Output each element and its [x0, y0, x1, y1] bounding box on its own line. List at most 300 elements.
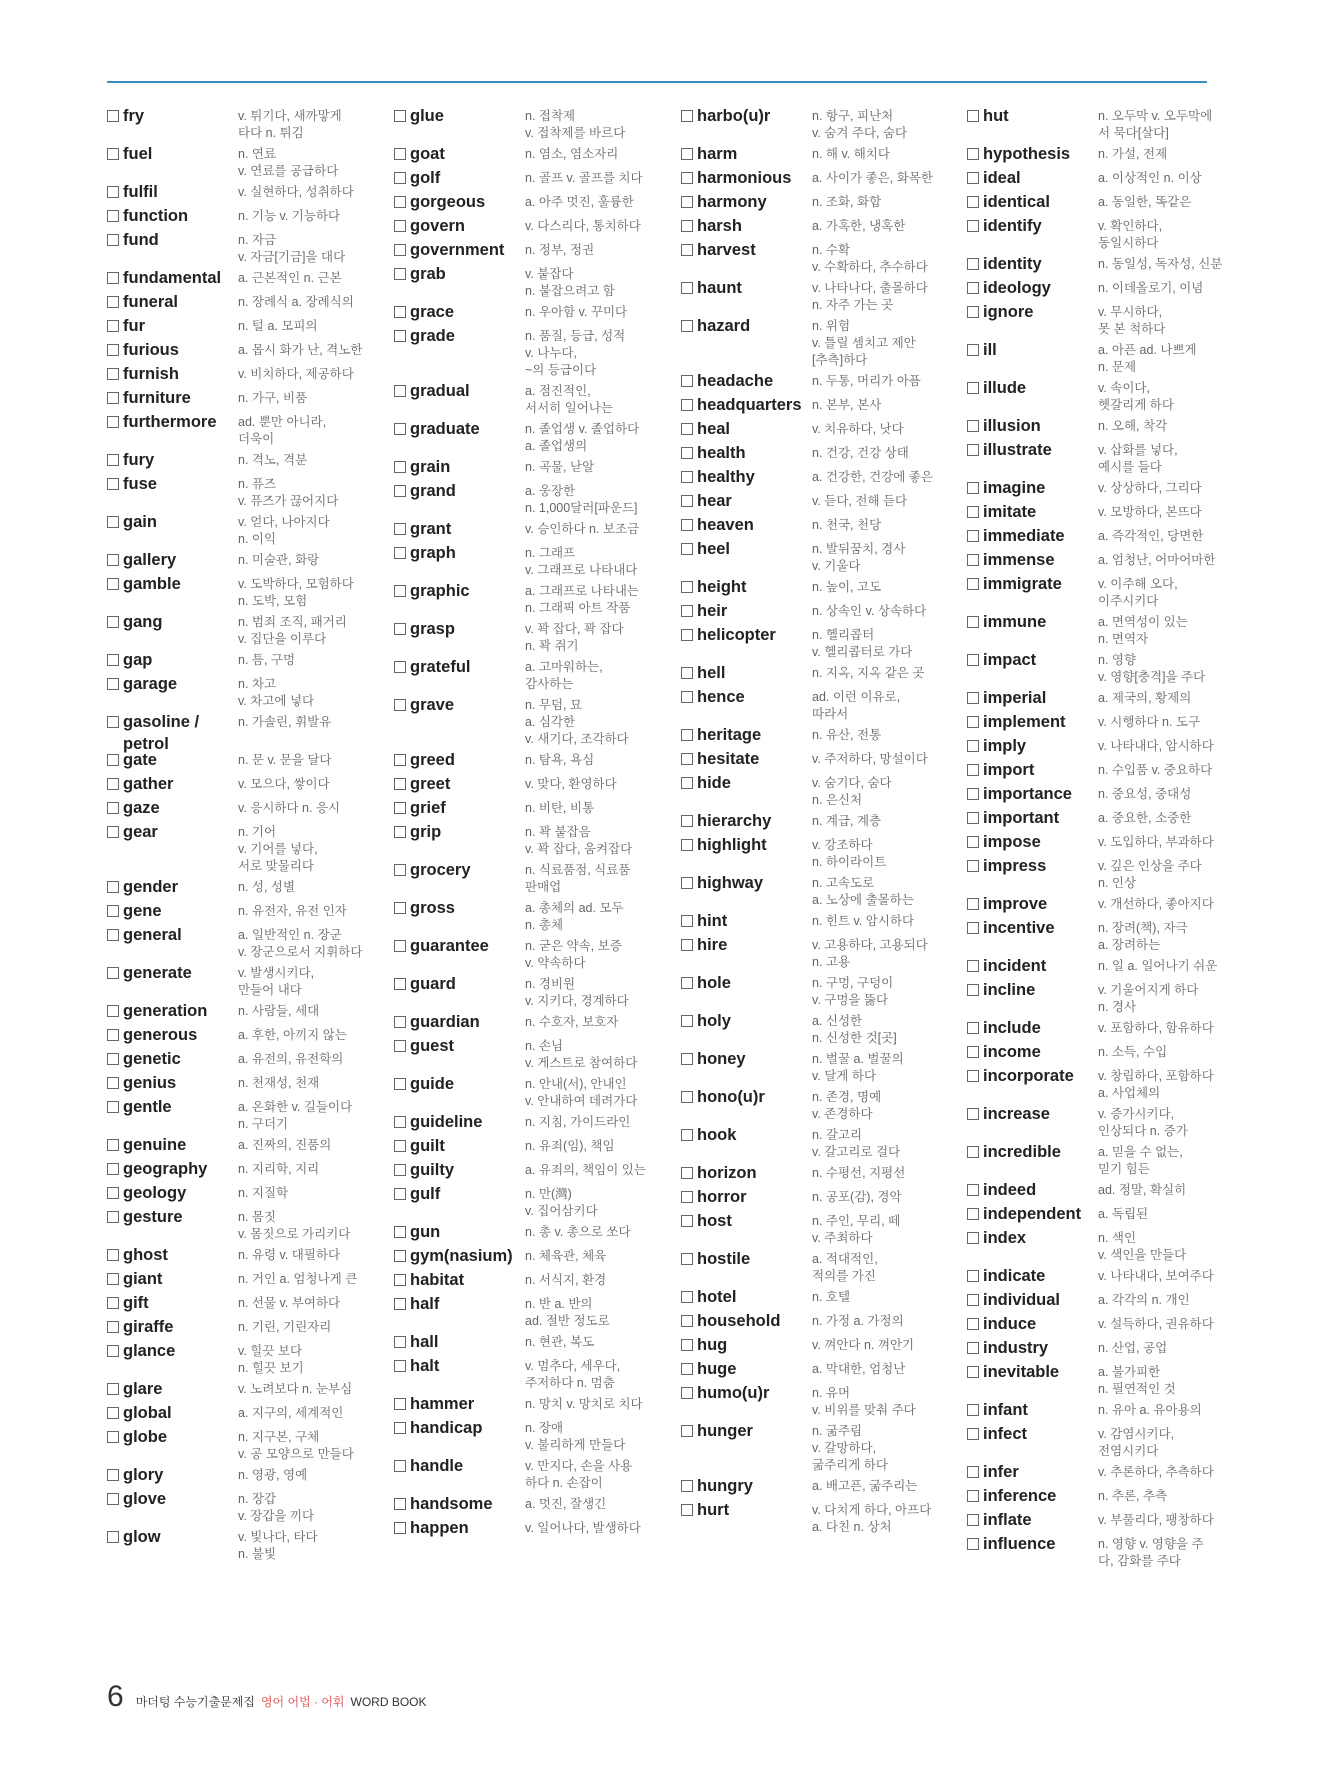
word-text: hammer: [410, 1395, 475, 1413]
checkbox-icon[interactable]: [967, 812, 979, 824]
checkbox-icon[interactable]: [107, 1273, 119, 1285]
checkbox-icon[interactable]: [967, 258, 979, 270]
meaning-line: a. 아픈 ad. 나쁘게: [1098, 343, 1197, 357]
word-entry: [394, 215, 674, 239]
word-meaning: [525, 418, 674, 455]
checkbox-icon[interactable]: [394, 385, 406, 397]
word-text: hell: [697, 664, 726, 682]
word-term: [967, 477, 1098, 499]
word-meaning: [812, 394, 961, 414]
meaning-line: n. 범죄 조직, 패거리: [238, 615, 347, 629]
checkbox-icon[interactable]: [681, 1504, 693, 1516]
word-entry: [967, 711, 1247, 735]
checkbox-icon[interactable]: [681, 1339, 693, 1351]
checkbox-icon[interactable]: [967, 616, 979, 628]
checkbox-icon[interactable]: [967, 716, 979, 728]
checkbox-icon[interactable]: [681, 839, 693, 851]
checkbox-icon[interactable]: [967, 1108, 979, 1120]
checkbox-icon[interactable]: [394, 802, 406, 814]
meaning-line: a. 사이가 좋은, 화목한: [812, 171, 933, 185]
meaning-line: n. 지침, 가이드라인: [525, 1115, 631, 1129]
checkbox-icon[interactable]: [107, 296, 119, 308]
checkbox-icon[interactable]: [107, 1029, 119, 1041]
checkbox-icon[interactable]: [107, 1383, 119, 1395]
word-meaning: [1098, 439, 1247, 476]
word-entry: [967, 1103, 1247, 1141]
checkbox-icon[interactable]: [681, 282, 693, 294]
checkbox-icon[interactable]: [107, 905, 119, 917]
checkbox-icon[interactable]: [967, 788, 979, 800]
checkbox-icon[interactable]: [967, 960, 979, 972]
meaning-line: n. 문제: [1098, 360, 1137, 374]
checkbox-icon[interactable]: [107, 1321, 119, 1333]
meaning-line: v. 갈망하다,: [812, 1441, 877, 1455]
checkbox-icon[interactable]: [967, 306, 979, 318]
word-text: heal: [697, 420, 731, 438]
meaning-line: n. 중요성, 중대성: [1098, 787, 1192, 801]
checkbox-icon[interactable]: [107, 826, 119, 838]
checkbox-icon[interactable]: [394, 547, 406, 559]
checkbox-icon[interactable]: [681, 399, 693, 411]
word-meaning: [812, 277, 961, 314]
checkbox-icon[interactable]: [394, 1040, 406, 1052]
checkbox-icon[interactable]: [107, 1187, 119, 1199]
checkbox-icon[interactable]: [394, 1188, 406, 1200]
checkbox-icon[interactable]: [394, 902, 406, 914]
checkbox-icon[interactable]: [107, 802, 119, 814]
meaning-line: v. 일어나다, 발생하다: [525, 1521, 641, 1535]
word-meaning: [525, 1293, 674, 1330]
checkbox-icon[interactable]: [967, 654, 979, 666]
meaning-line: v. 그래프로 나타내다: [525, 563, 638, 577]
checkbox-icon[interactable]: [394, 1498, 406, 1510]
checkbox-icon[interactable]: [681, 815, 693, 827]
meaning-line: n. 비탄, 비통: [525, 801, 595, 815]
word-meaning: [238, 1096, 387, 1133]
word-meaning: [525, 859, 674, 896]
checkbox-icon[interactable]: [681, 691, 693, 703]
word-entry: [967, 955, 1247, 979]
word-text: ideology: [983, 279, 1051, 297]
checkbox-icon[interactable]: [967, 984, 979, 996]
checkbox-icon[interactable]: [394, 623, 406, 635]
checkbox-icon[interactable]: [681, 1215, 693, 1227]
meaning-line: a. 그래프로 나타내는: [525, 584, 639, 598]
checkbox-icon[interactable]: [681, 581, 693, 593]
checkbox-icon[interactable]: [967, 692, 979, 704]
checkbox-icon[interactable]: [394, 754, 406, 766]
meaning-line: n. 곡물, 낟알: [525, 460, 595, 474]
meaning-line: 굶주리게 하다: [812, 1458, 888, 1472]
meaning-line: a. 온화한 v. 길들이다: [238, 1100, 353, 1114]
checkbox-icon[interactable]: [967, 282, 979, 294]
checkbox-icon[interactable]: [107, 578, 119, 590]
checkbox-icon[interactable]: [107, 344, 119, 356]
checkbox-icon[interactable]: [394, 1116, 406, 1128]
word-term: [967, 1103, 1098, 1125]
word-entry: [967, 415, 1247, 439]
checkbox-icon[interactable]: [967, 1366, 979, 1378]
meaning-line: v. 구멍을 뚫다: [812, 993, 889, 1007]
checkbox-icon[interactable]: [681, 1167, 693, 1179]
meaning-line: v. 부풀리다, 팽창하다: [1098, 1513, 1214, 1527]
checkbox-icon[interactable]: [681, 423, 693, 435]
checkbox-icon[interactable]: [967, 344, 979, 356]
checkbox-icon[interactable]: [107, 716, 119, 728]
checkbox-icon[interactable]: [967, 420, 979, 432]
word-text: hostile: [697, 1250, 751, 1268]
checkbox-icon[interactable]: [394, 1164, 406, 1176]
word-text: grief: [410, 799, 446, 817]
word-meaning: [812, 1382, 961, 1419]
checkbox-icon[interactable]: [967, 382, 979, 394]
checkbox-icon[interactable]: [394, 268, 406, 280]
checkbox-icon[interactable]: [394, 940, 406, 952]
checkbox-icon[interactable]: [107, 929, 119, 941]
word-meaning: [238, 1378, 387, 1398]
word-meaning: [525, 191, 674, 211]
checkbox-icon[interactable]: [967, 922, 979, 934]
word-term: [107, 1158, 238, 1180]
word-term: [394, 1455, 525, 1477]
checkbox-icon[interactable]: [394, 864, 406, 876]
word-text: genuine: [123, 1136, 187, 1154]
word-meaning: [1098, 1203, 1247, 1223]
checkbox-icon[interactable]: [681, 1425, 693, 1437]
checkbox-icon[interactable]: [394, 172, 406, 184]
word-meaning: [238, 711, 387, 731]
checkbox-icon[interactable]: [394, 778, 406, 790]
checkbox-icon[interactable]: [967, 1318, 979, 1330]
checkbox-icon[interactable]: [394, 196, 406, 208]
checkbox-icon[interactable]: [967, 1294, 979, 1306]
meaning-line: v. 붙잡다: [525, 267, 574, 281]
word-entry: [681, 143, 961, 167]
word-entry: [967, 1361, 1247, 1399]
checkbox-icon[interactable]: [681, 110, 693, 122]
checkbox-icon[interactable]: [107, 454, 119, 466]
checkbox-icon[interactable]: [681, 1291, 693, 1303]
checkbox-icon[interactable]: [394, 485, 406, 497]
word-term: [967, 377, 1098, 399]
word-entry: [394, 859, 674, 897]
checkbox-icon[interactable]: [967, 110, 979, 122]
word-term: [681, 315, 812, 337]
checkbox-icon[interactable]: [681, 605, 693, 617]
word-entry: [967, 215, 1247, 253]
checkbox-icon[interactable]: [107, 1163, 119, 1175]
meaning-line: v. 기울어지게 하다: [1098, 983, 1199, 997]
word-term: [394, 1293, 525, 1315]
checkbox-icon[interactable]: [394, 1140, 406, 1152]
word-entry: [394, 105, 674, 143]
word-meaning: [238, 1048, 387, 1068]
meaning-line: a. 유전의, 유전학의: [238, 1052, 344, 1066]
checkbox-icon[interactable]: [394, 523, 406, 535]
checkbox-icon[interactable]: [967, 1514, 979, 1526]
checkbox-icon[interactable]: [107, 392, 119, 404]
word-term: [394, 1517, 525, 1539]
checkbox-icon[interactable]: [394, 585, 406, 597]
checkbox-icon[interactable]: [967, 1490, 979, 1502]
checkbox-icon[interactable]: [107, 678, 119, 690]
checkbox-icon[interactable]: [681, 519, 693, 531]
meaning-line: v. 고용하다, 고용되다: [812, 938, 928, 952]
checkbox-icon[interactable]: [681, 495, 693, 507]
checkbox-icon[interactable]: [681, 1053, 693, 1065]
checkbox-icon[interactable]: [107, 616, 119, 628]
checkbox-icon[interactable]: [681, 1015, 693, 1027]
checkbox-icon[interactable]: [394, 1016, 406, 1028]
checkbox-icon[interactable]: [967, 444, 979, 456]
checkbox-icon[interactable]: [681, 877, 693, 889]
checkbox-icon[interactable]: [967, 1342, 979, 1354]
checkbox-icon[interactable]: [681, 1091, 693, 1103]
checkbox-icon[interactable]: [107, 1077, 119, 1089]
checkbox-icon[interactable]: [681, 447, 693, 459]
checkbox-icon[interactable]: [107, 1431, 119, 1443]
checkbox-icon[interactable]: [967, 196, 979, 208]
checkbox-icon[interactable]: [967, 530, 979, 542]
checkbox-icon[interactable]: [967, 764, 979, 776]
word-meaning: [1098, 1361, 1247, 1398]
checkbox-icon[interactable]: [107, 778, 119, 790]
checkbox-icon[interactable]: [967, 1270, 979, 1282]
checkbox-icon[interactable]: [967, 220, 979, 232]
checkbox-icon[interactable]: [681, 667, 693, 679]
checkbox-icon[interactable]: [967, 836, 979, 848]
checkbox-icon[interactable]: [107, 1345, 119, 1357]
meaning-line: a. 졸업생의: [525, 439, 588, 453]
checkbox-icon[interactable]: [681, 939, 693, 951]
checkbox-icon[interactable]: [394, 1250, 406, 1262]
checkbox-icon[interactable]: [394, 423, 406, 435]
checkbox-icon[interactable]: [967, 898, 979, 910]
meaning-line: n. 가정 a. 가정의: [812, 1314, 904, 1328]
word-meaning: [238, 339, 387, 359]
word-meaning: [238, 105, 387, 142]
checkbox-icon[interactable]: [681, 1363, 693, 1375]
word-meaning: [812, 934, 961, 971]
word-text: gang: [123, 613, 163, 631]
meaning-line: a. 신성한: [812, 1014, 863, 1028]
meaning-line: 만들어 내다: [238, 983, 302, 997]
word-entry: [394, 1183, 674, 1221]
meaning-line: ad. 정말, 확실히: [1098, 1183, 1187, 1197]
checkbox-icon[interactable]: [394, 699, 406, 711]
checkbox-icon[interactable]: [394, 1522, 406, 1534]
checkbox-icon[interactable]: [681, 220, 693, 232]
checkbox-icon[interactable]: [394, 1360, 406, 1372]
checkbox-icon[interactable]: [967, 1538, 979, 1550]
word-term: [967, 301, 1098, 323]
checkbox-icon[interactable]: [967, 1022, 979, 1034]
checkbox-icon[interactable]: [681, 753, 693, 765]
checkbox-icon[interactable]: [967, 172, 979, 184]
checkbox-icon[interactable]: [394, 1460, 406, 1472]
checkbox-icon[interactable]: [107, 368, 119, 380]
meaning-line: v. 얻다, 나아지다: [238, 515, 330, 529]
word-entry: [107, 1024, 387, 1048]
meaning-line: n. 힐끗 보기: [238, 1361, 304, 1375]
word-text: inevitable: [983, 1363, 1060, 1381]
word-entry: [394, 1035, 674, 1073]
checkbox-icon[interactable]: [394, 1298, 406, 1310]
checkbox-icon[interactable]: [681, 777, 693, 789]
checkbox-icon[interactable]: [394, 978, 406, 990]
checkbox-icon[interactable]: [681, 1387, 693, 1399]
checkbox-icon[interactable]: [394, 244, 406, 256]
checkbox-icon[interactable]: [681, 543, 693, 555]
word-meaning: [238, 267, 387, 287]
meaning-line: n. 연료: [238, 147, 277, 161]
checkbox-icon[interactable]: [394, 148, 406, 160]
checkbox-icon[interactable]: [107, 1101, 119, 1113]
checkbox-icon[interactable]: [394, 220, 406, 232]
checkbox-icon[interactable]: [681, 1253, 693, 1265]
checkbox-icon[interactable]: [681, 1315, 693, 1327]
word-term: [107, 1464, 238, 1486]
word-term: [967, 191, 1098, 213]
word-entry: [394, 1073, 674, 1111]
checkbox-icon[interactable]: [394, 1422, 406, 1434]
checkbox-icon[interactable]: [107, 416, 119, 428]
checkbox-icon[interactable]: [107, 1005, 119, 1017]
checkbox-icon[interactable]: [967, 1428, 979, 1440]
word-term: [681, 1086, 812, 1108]
meaning-line: n. 구더기: [238, 1117, 289, 1131]
checkbox-icon[interactable]: [681, 148, 693, 160]
checkbox-icon[interactable]: [107, 186, 119, 198]
checkbox-icon[interactable]: [967, 1404, 979, 1416]
checkbox-icon[interactable]: [107, 1139, 119, 1151]
checkbox-icon[interactable]: [681, 471, 693, 483]
checkbox-icon[interactable]: [107, 516, 119, 528]
checkbox-icon[interactable]: [107, 1469, 119, 1481]
word-entry: [394, 480, 674, 518]
checkbox-icon[interactable]: [394, 110, 406, 122]
word-term: [394, 325, 525, 347]
checkbox-icon[interactable]: [967, 578, 979, 590]
checkbox-icon[interactable]: [681, 375, 693, 387]
word-entry: [394, 301, 674, 325]
checkbox-icon[interactable]: [107, 148, 119, 160]
checkbox-icon[interactable]: [394, 330, 406, 342]
word-meaning: [812, 490, 961, 510]
checkbox-icon[interactable]: [107, 320, 119, 332]
checkbox-icon[interactable]: [394, 1078, 406, 1090]
checkbox-icon[interactable]: [681, 629, 693, 641]
checkbox-icon[interactable]: [681, 729, 693, 741]
checkbox-icon[interactable]: [107, 654, 119, 666]
checkbox-icon[interactable]: [967, 1146, 979, 1158]
checkbox-icon[interactable]: [967, 1208, 979, 1220]
checkbox-icon[interactable]: [107, 1053, 119, 1065]
checkbox-icon[interactable]: [967, 148, 979, 160]
word-text: imagine: [983, 479, 1046, 497]
checkbox-icon[interactable]: [394, 1398, 406, 1410]
checkbox-icon[interactable]: [107, 1407, 119, 1419]
meaning-line: n. 품질, 등급, 성적: [525, 329, 626, 343]
meaning-line: v. 증가시키다,: [1098, 1107, 1175, 1121]
checkbox-icon[interactable]: [107, 554, 119, 566]
checkbox-icon[interactable]: [967, 740, 979, 752]
checkbox-icon[interactable]: [967, 482, 979, 494]
meaning-line: v. 갈고리로 걸다: [812, 1145, 901, 1159]
checkbox-icon[interactable]: [681, 196, 693, 208]
word-term: [394, 1417, 525, 1439]
checkbox-icon[interactable]: [394, 826, 406, 838]
word-term: [967, 1141, 1098, 1163]
checkbox-icon[interactable]: [681, 244, 693, 256]
word-meaning: [812, 315, 961, 369]
word-entry: [967, 1509, 1247, 1533]
checkbox-icon[interactable]: [107, 110, 119, 122]
word-term: [967, 955, 1098, 977]
word-text: fury: [123, 451, 155, 469]
checkbox-icon[interactable]: [967, 860, 979, 872]
checkbox-icon[interactable]: [394, 1274, 406, 1286]
checkbox-icon[interactable]: [681, 1191, 693, 1203]
checkbox-icon[interactable]: [107, 881, 119, 893]
checkbox-icon[interactable]: [967, 1184, 979, 1196]
checkbox-icon[interactable]: [107, 478, 119, 490]
checkbox-icon[interactable]: [394, 1336, 406, 1348]
word-text: graphic: [410, 582, 470, 600]
checkbox-icon[interactable]: [107, 1297, 119, 1309]
checkbox-icon[interactable]: [107, 272, 119, 284]
word-term: [967, 649, 1098, 671]
word-meaning: [1098, 687, 1247, 707]
word-entry: [107, 143, 387, 181]
word-meaning: [812, 1475, 961, 1495]
word-term: [681, 239, 812, 261]
checkbox-icon[interactable]: [107, 210, 119, 222]
checkbox-icon[interactable]: [681, 977, 693, 989]
checkbox-icon[interactable]: [681, 915, 693, 927]
checkbox-icon[interactable]: [967, 1070, 979, 1082]
checkbox-icon[interactable]: [394, 1226, 406, 1238]
word-meaning: [525, 143, 674, 163]
checkbox-icon[interactable]: [107, 1249, 119, 1261]
word-term: [107, 473, 238, 495]
word-text: giant: [123, 1270, 163, 1288]
checkbox-icon[interactable]: [967, 1046, 979, 1058]
checkbox-icon[interactable]: [107, 1211, 119, 1223]
checkbox-icon[interactable]: [681, 1129, 693, 1141]
checkbox-icon[interactable]: [967, 1466, 979, 1478]
checkbox-icon[interactable]: [107, 754, 119, 766]
word-term: [681, 418, 812, 440]
word-entry: [394, 325, 674, 380]
checkbox-icon[interactable]: [107, 234, 119, 246]
checkbox-icon[interactable]: [107, 1531, 119, 1543]
checkbox-icon[interactable]: [681, 172, 693, 184]
checkbox-icon[interactable]: [394, 306, 406, 318]
word-meaning: [238, 291, 387, 311]
checkbox-icon[interactable]: [967, 554, 979, 566]
checkbox-icon[interactable]: [107, 1493, 119, 1505]
checkbox-icon[interactable]: [394, 661, 406, 673]
checkbox-icon[interactable]: [107, 967, 119, 979]
word-entry: [681, 686, 961, 724]
checkbox-icon[interactable]: [967, 506, 979, 518]
checkbox-icon[interactable]: [681, 320, 693, 332]
checkbox-icon[interactable]: [967, 1232, 979, 1244]
checkbox-icon[interactable]: [394, 461, 406, 473]
checkbox-icon[interactable]: [681, 1480, 693, 1492]
meaning-line: n. 지옥, 지옥 같은 곳: [812, 666, 925, 680]
